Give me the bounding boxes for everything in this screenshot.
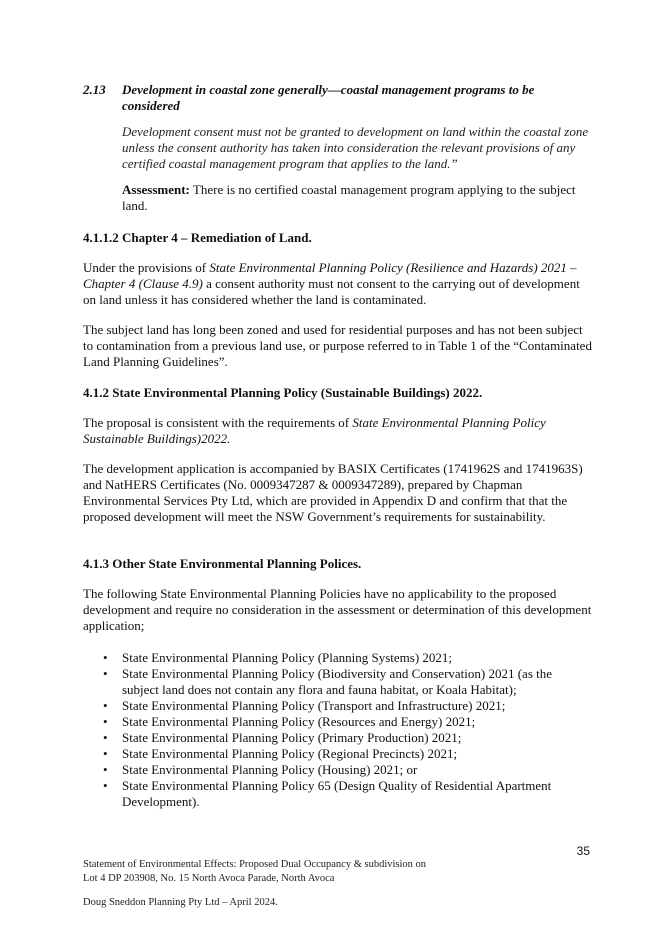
list-item: • State Environmental Planning Policy (Resources and Energy) 2021; — [103, 714, 583, 730]
text-run: The proposal is consistent with the requirements of — [83, 415, 353, 430]
list-item: • State Environmental Planning Policy (Planning Systems) 2021; — [103, 650, 583, 666]
assessment-paragraph — [122, 182, 592, 214]
section-number: 2.13 — [83, 82, 106, 97]
remediation-paragraph-1 — [83, 260, 593, 308]
footer-line-2: Lot 4 DP 203908, No. 15 North Avoca Parade, North Avoca — [83, 873, 335, 884]
policy-citation: State Environmental Planning Policy (Resilience and Hazards) 2021 – Chapter 4 (Clause 4.9) — [83, 260, 577, 291]
list-item: • State Environmental Planning Policy (Biodiversity and Conservation) 2021 (as the subject land does not contain any flora and fauna habitat, or Koala Habitat); — [103, 666, 583, 698]
heading-sustainable-buildings: 4.1.2 State Environmental Planning Policy (Sustainable Buildings) 2022. — [83, 385, 483, 400]
policy-list — [103, 650, 583, 810]
policy-citation: State Environmental Planning Policy Sustainable Buildings)2022. — [83, 415, 546, 446]
list-item: • State Environmental Planning Policy 65 (Design Quality of Residential Apartment Development). — [103, 778, 583, 810]
heading-other-policies: 4.1.3 Other State Environmental Planning Polices. — [83, 556, 362, 571]
list-item: • State Environmental Planning Policy (Primary Production) 2021; — [103, 730, 583, 746]
footer-line-1: Statement of Environmental Effects: Proposed Dual Occupancy & subdivision on — [83, 859, 427, 870]
sustainable-paragraph-1 — [83, 415, 593, 447]
list-item: • State Environmental Planning Policy (Regional Precincts) 2021; — [103, 746, 583, 762]
other-policies-intro: The following State Environmental Planning Policies have no applicability to the proposed development and require no consideration in the assessment or determination of this development application; — [83, 586, 592, 633]
footer-line-3: Doug Sneddon Planning Pty Ltd – April 2024. — [83, 897, 278, 908]
clause-quote: Development consent must not be granted to development on land within the coastal zone unless the consent authority has taken into consideration the relevant provisions of any certified coastal management program that applies to the land.” — [122, 124, 589, 171]
text-run: a consent authority must not consent to the carrying out of development on land unless it has considered whether the land is contaminated. — [83, 276, 580, 307]
section-title: Development in coastal zone generally—coastal management programs to be considered — [122, 82, 535, 113]
page-number: 35 — [576, 844, 590, 858]
assessment-label: Assessment: — [122, 182, 190, 197]
text-run: Under the provisions of — [83, 260, 210, 275]
remediation-paragraph-2: The subject land has long been zoned and used for residential purposes and has not been subject to contamination from a previous land use, or purpose referred to in Table 1 of the “Contaminated Land Planning Guidelines”. — [83, 322, 592, 369]
list-item: • State Environmental Planning Policy (Transport and Infrastructure) 2021; — [103, 698, 583, 714]
assessment-text: There is no certified coastal management program applying to the subject land. — [122, 182, 576, 213]
sustainable-paragraph-2: The development application is accompanied by BASIX Certificates (1741962S and 1741963S) and NatHERS Certificates (No. 0009347287 & 0009347289), prepared by Chapman Environmental Services Pty Ltd, which are provided in Appendix D and confirm that that the proposed development will meet the NSW Government’s requirements for sustainability. — [83, 461, 583, 524]
heading-remediation: 4.1.1.2 Chapter 4 – Remediation of Land. — [83, 230, 312, 245]
list-item: • State Environmental Planning Policy (Housing) 2021; or — [103, 762, 583, 778]
